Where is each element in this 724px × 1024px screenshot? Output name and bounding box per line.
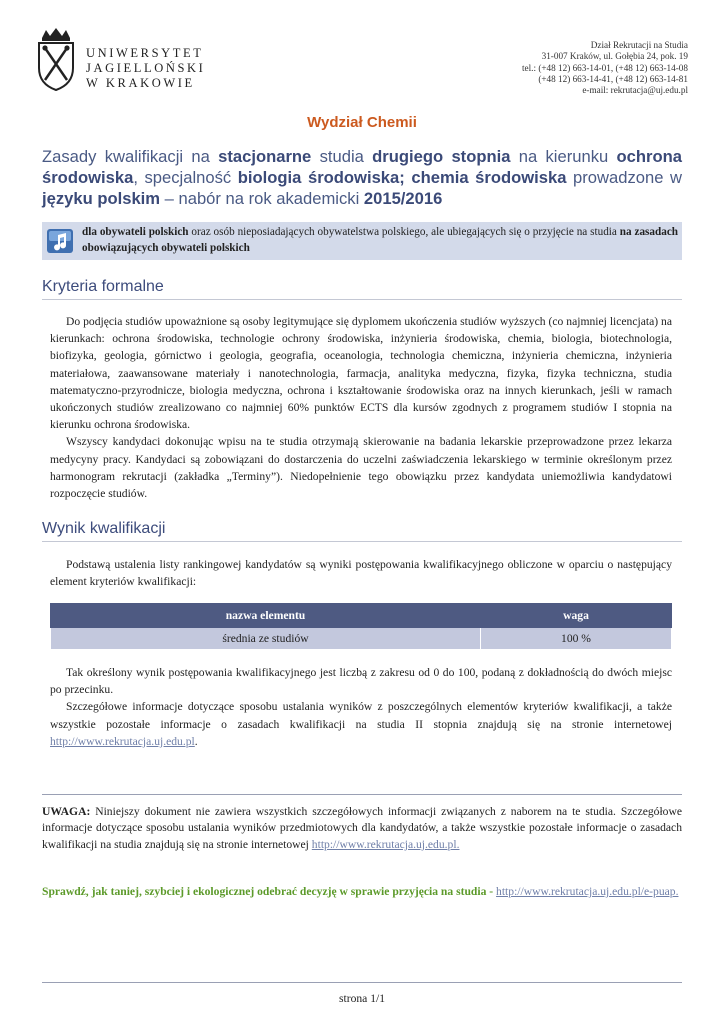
university-logo: [36, 28, 206, 94]
divider: [42, 982, 682, 983]
info-icon: [46, 228, 74, 254]
faculty-title: Wydział Chemii: [307, 114, 417, 131]
formal-criteria-text: Do podjęcia studiów upoważnione są osoby legitymujące się dyplomem ukończenia studiów wyższych (co najmniej licencjata) na kierunkach: ochrona środowiska, technologie ochrony środowiska, inżynieria środowiska, chemia, biologia, biotechnologia, biofizyka, geologia, górnictwo i geologia, geografia, oceanologia, technologia chemiczna, inżynieria chemiczna, inżynieria materiałowa, zaawansowane materiały i nanotechnologia, farmacja, analityka medyczna, fizyka, fizyka techniczna, studia matematyczno-przyrodnicze, biologia medyczna, ochrona i kształtowanie środowiska oraz na innych kierunkach, jeśli w ramach ukończonych studiów zrealizowano co najmniej 60% punktów ECTS dla kursów zgodnych z programem studiów I stopnia na kierunku ochrona środowiska. Wszyscy kandydaci dokonując wpisu na te studia otrzymają skierowanie na badania lekarskie przeprowadzone przez lekarza medycyny pracy. Kandydaci są zobowiązani do dostarczenia do uczelni zaświadczenia lekarskiego w terminie określonym przez harmonogram rekrutacji (zakładka „Terminy”). Niedopełnienie tego obowiązku przez kandydata uniemożliwia kandydatowi rozpoczęcie studiów.: [50, 315, 672, 501]
table-cell: 100 %: [481, 628, 672, 650]
university-name: UNIWERSYTET JAGIELLOŃSKI W KRAKOWIE: [86, 46, 206, 90]
eligibility-notice: [42, 222, 682, 260]
document-title: Zasady kwalifikacji na stacjonarne studia drugiego stopnia na kierunku ochrona środowiska, specjalność biologia środowiska; chemia środowiska prowadzone w języku polskim – nabór na rok akademicki 2015/2016: [42, 147, 682, 208]
result-intro-text: Podstawą ustalenia listy rankingowej kandydatów są wyniki postępowania kwalifikacyjnego obliczone w oparciu o następujący element kryteriów kwalifikacji:: [50, 558, 672, 589]
crest-icon: [36, 28, 76, 94]
qualification-result-heading: Wynik kwalifikacji: [42, 520, 166, 537]
epuap-link[interactable]: http://www.rekrutacja.uj.edu.pl/e-puap.: [496, 885, 679, 898]
table-row: [51, 628, 672, 650]
warning-note: UWAGA: Niniejszy dokument nie zawiera wszystkich szczegółowych informacji związanych z naborem na te studia. Szczegółowe informacje dotyczące sposobu ustalania wyników przedmiotowych dla kandydatów, a także wszystkie pozostałe informacje o zasadach kwalifikacji na studia znajdują się na stronie internetowej http://www.rekrutacja.uj.edu.pl.: [42, 805, 682, 851]
column-header: waga: [481, 604, 672, 628]
epuap-note: Sprawdź, jak taniej, szybciej i ekologicznej odebrać decyzję w sprawie przyjęcia na studia - http://www.rekrutacja.uj.edu.pl/e-puap.: [42, 885, 679, 898]
contact-info: Dział Rekrutacji na Studia 31-007 Kraków, ul. Gołębia 24, pok. 19 tel.: (+48 12) 663-14-01, (+48 12) 663-14-08 (+48 12) 663-14-41, (+48 12) 663-14-81 e-mail: rekrutacja@uj.edu.pl: [521, 40, 688, 96]
table-cell: średnia ze studiów: [51, 628, 481, 650]
rekrutacja-link[interactable]: http://www.rekrutacja.uj.edu.pl: [50, 734, 195, 748]
criteria-table: [50, 603, 672, 650]
formal-criteria-heading: Kryteria formalne: [42, 278, 164, 295]
result-details-text: Tak określony wynik postępowania kwalifikacyjnego jest liczbą z zakresu od 0 do 100, podaną z dokładnością do dwóch miejsc po przecinku. Szczegółowe informacje dotyczące sposobu ustalania wyników z poszczególnych elementów kryteriów kwalifikacji, a także wszystkie pozostałe informacje o zasadach kwalifikacji na studia II stopnia znajdują się na stronie internetowej http://www.rekrutacja.uj.edu.pl.: [50, 666, 672, 748]
divider: [42, 299, 682, 300]
page-number: strona 1/1: [338, 992, 386, 1005]
divider: [42, 541, 682, 542]
notice-text: dla obywateli polskich oraz osób nieposiadających obywatelstwa polskiego, ale ubiegających się o przyjęcie na studia na zasadach obowiązujących obywateli polskich: [82, 226, 679, 254]
rekrutacja-link[interactable]: http://www.rekrutacja.uj.edu.pl.: [311, 837, 460, 851]
divider: [42, 794, 682, 795]
column-header: nazwa elementu: [51, 604, 481, 628]
